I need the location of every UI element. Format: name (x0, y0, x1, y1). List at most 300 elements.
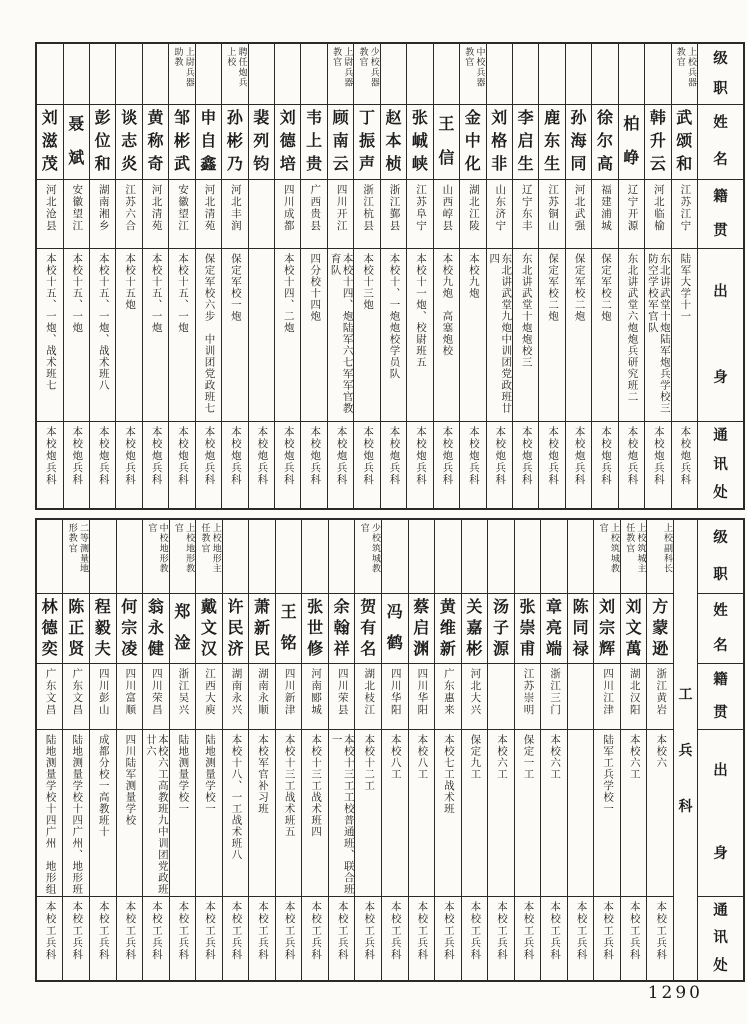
rank-cell (513, 44, 538, 105)
name-char: 位 (94, 132, 111, 150)
background-text: 保定军校一炮 (229, 253, 241, 322)
contact-cell (37, 422, 62, 508)
name-char: 文 (200, 619, 217, 637)
origin-cell (170, 664, 196, 730)
person-column (301, 520, 328, 980)
person-column (195, 44, 221, 508)
rank-text: 少校筑城教官 (359, 523, 381, 574)
background-cell (355, 730, 381, 897)
contact-cell (515, 897, 541, 980)
contact-cell (64, 422, 89, 508)
origin-text: 湖南永顺 (257, 668, 269, 716)
name-char: 永 (147, 619, 164, 637)
name-char: 茂 (41, 155, 58, 173)
origin-text: 福建浦城 (600, 184, 611, 232)
rank-cell (329, 520, 355, 594)
origin-cell (566, 180, 591, 249)
name-char: 南 (332, 132, 349, 150)
contact-cell (592, 422, 617, 508)
name-char: 武 (676, 110, 693, 128)
name-char: 格 (491, 132, 508, 150)
contact-text: 本校工兵科 (549, 901, 561, 961)
background-text: 本校十一炮、校尉班五 (414, 253, 426, 368)
name-char: 彭 (94, 110, 111, 128)
contact-cell (143, 897, 169, 980)
name-char: 济 (227, 640, 244, 658)
name-char: 萧 (254, 598, 271, 616)
name-char: 张 (411, 110, 428, 128)
background-text: 本校九炮 高塞炮校 (441, 253, 453, 357)
origin-text: 浙江杭县 (362, 184, 374, 232)
rank-cell (222, 44, 247, 105)
header-rank-label (698, 44, 743, 105)
contact-cell (275, 422, 300, 508)
rank-cell (647, 520, 673, 594)
rank-text: 上校地形教官 (173, 523, 196, 574)
name-char: 非 (491, 155, 508, 173)
person-column (461, 520, 488, 980)
header-label-char: 讯 (713, 456, 728, 473)
rank-cell (460, 44, 485, 105)
person-column (380, 44, 406, 508)
person-column (221, 44, 247, 508)
origin-text: 浙江三门 (549, 668, 561, 716)
background-text: 保定九工 (469, 734, 481, 780)
background-text: 本校十五、一炮 (150, 253, 162, 334)
name-char: 和 (94, 155, 111, 173)
contact-cell (566, 422, 591, 508)
origin-text: 辽宁开源 (626, 184, 638, 232)
name-char: 海 (570, 132, 587, 150)
name-cell (488, 594, 514, 664)
name-cell (223, 594, 249, 664)
name-char: 桢 (385, 155, 402, 173)
rank-cell (302, 520, 328, 594)
origin-cell (117, 664, 143, 730)
contact-text: 本校工兵科 (442, 901, 454, 961)
name-char: 甫 (519, 640, 536, 658)
origin-cell (223, 664, 249, 730)
background-text: 陆地测量学校一 (177, 734, 189, 815)
origin-cell (143, 180, 168, 249)
name-cell (355, 594, 381, 664)
rank-cell (249, 520, 275, 594)
name-cell (196, 594, 222, 664)
person-column (354, 520, 381, 980)
rank-text: 上校筑城主任教官 (625, 523, 647, 574)
contact-text: 本校工兵科 (257, 901, 269, 961)
rank-text: 中校兵器教官 (464, 47, 486, 88)
background-text: 陆军工兵学校一 (602, 734, 614, 815)
name-char: 刘 (599, 598, 616, 616)
name-char: 健 (147, 640, 164, 658)
origin-cell (645, 180, 670, 249)
header-origin-label (698, 180, 743, 249)
name-char: 余 (333, 598, 350, 616)
name-char: 方 (652, 598, 669, 616)
name-cell (249, 594, 275, 664)
background-cell (592, 249, 617, 422)
name-cell (621, 594, 647, 664)
background-text: 本校十五、一炮、战术班八 (97, 253, 109, 391)
origin-cell (196, 180, 221, 249)
contact-text: 本校炮兵科 (97, 426, 109, 486)
name-char: 刘 (279, 110, 296, 128)
contact-text: 本校炮兵科 (309, 426, 321, 486)
name-char: 子 (492, 619, 509, 637)
origin-text: 四川成都 (282, 184, 294, 232)
contact-cell (169, 422, 194, 508)
rank-text: 少校兵器教官 (358, 47, 380, 88)
origin-text: 河北丰润 (229, 184, 241, 232)
contact-cell (223, 897, 249, 980)
contact-cell (354, 422, 379, 508)
rank-cell (196, 44, 221, 105)
header-column (697, 44, 743, 508)
background-cell (116, 249, 141, 422)
name-char: 武 (173, 155, 190, 173)
name-char: 王 (280, 603, 297, 621)
rank-cell (566, 44, 591, 105)
origin-cell (647, 664, 673, 730)
name-cell (619, 105, 644, 180)
name-char: 关 (466, 598, 483, 616)
origin-cell (462, 664, 488, 730)
name-cell (90, 594, 116, 664)
background-cell (302, 730, 328, 897)
origin-cell (354, 180, 379, 249)
origin-text: 浙江黄岩 (655, 668, 667, 716)
name-char: 冯 (386, 603, 403, 621)
background-text: 东北讲武堂十炮炮校三 (520, 253, 532, 368)
name-char: 启 (517, 132, 534, 150)
name-char: 和 (676, 155, 693, 173)
contact-text: 本校工兵科 (416, 901, 428, 961)
origin-cell (434, 180, 459, 249)
rank-cell (594, 520, 620, 594)
background-cell (647, 730, 673, 897)
person-column (406, 44, 432, 508)
name-char: 名 (360, 640, 377, 658)
background-text: 成都分校一高教班十 (97, 734, 109, 838)
contact-cell (621, 897, 647, 980)
name-char: 聂 (68, 116, 85, 133)
name-char: 赵 (385, 110, 402, 128)
rank-text: 上校地形主任教官 (200, 523, 222, 574)
person-column (37, 44, 62, 508)
rank-cell (63, 520, 89, 594)
header-label-char: 处 (713, 957, 728, 974)
background-cell (196, 249, 221, 422)
person-column (195, 520, 222, 980)
background-cell (329, 730, 355, 897)
name-cell (37, 105, 62, 180)
person-column (142, 44, 168, 508)
rank-cell (328, 44, 353, 105)
rank-cell (37, 520, 63, 594)
origin-cell (90, 664, 116, 730)
background-text: 本校七工战术班 (442, 734, 454, 815)
origin-cell (328, 180, 353, 249)
background-cell (541, 730, 567, 897)
origin-cell (435, 664, 461, 730)
background-cell (64, 249, 89, 422)
name-cell (460, 105, 485, 180)
name-char: 蔡 (413, 598, 430, 616)
background-text: 本校军官补习班 (257, 734, 269, 815)
name-char: 生 (544, 155, 561, 173)
origin-text: 广东文昌 (44, 668, 56, 716)
name-cell (276, 594, 302, 664)
origin-text: 湖北枝江 (363, 668, 375, 716)
header-label-char: 出 (713, 763, 728, 780)
origin-cell (407, 180, 432, 249)
rank-text: 上校兵器教官 (675, 47, 697, 88)
name-char: 孙 (226, 110, 243, 128)
contact-cell (143, 422, 168, 508)
rank-cell (355, 520, 381, 594)
name-char: 辉 (599, 640, 616, 658)
name-char: 彬 (173, 132, 190, 150)
contact-text: 本校工兵科 (230, 901, 242, 961)
contact-text: 本校炮兵科 (124, 426, 136, 486)
background-cell (249, 249, 274, 422)
name-char: 源 (492, 640, 509, 658)
contact-cell (434, 422, 459, 508)
contact-text: 本校工兵科 (522, 901, 534, 961)
background-cell (196, 730, 222, 897)
origin-text: 河北临榆 (652, 184, 664, 232)
background-text: 本校十二工 (363, 734, 375, 792)
origin-cell (619, 180, 644, 249)
contact-text: 本校炮兵科 (626, 426, 638, 486)
name-char: 文 (625, 619, 642, 637)
header-label-char: 身 (713, 846, 728, 863)
name-char: 新 (439, 640, 456, 658)
background-text: 本校十五、一炮、战术班七 (44, 253, 56, 391)
background-cell (672, 249, 697, 422)
origin-cell (302, 664, 328, 730)
name-char: 谈 (121, 110, 138, 128)
origin-text: 湖北江陵 (467, 184, 479, 232)
contact-cell (409, 897, 435, 980)
name-char: 韩 (649, 110, 666, 128)
contact-text: 本校工兵科 (97, 901, 109, 961)
name-char: 云 (332, 155, 349, 173)
person-column (538, 44, 564, 508)
contact-text: 本校炮兵科 (547, 426, 559, 486)
contact-cell (382, 897, 408, 980)
name-char: 李 (517, 110, 534, 128)
background-cell (566, 249, 591, 422)
name-char: 夫 (94, 640, 111, 658)
name-char: 陈 (572, 598, 589, 616)
contact-text: 本校工兵科 (602, 901, 614, 961)
person-column (434, 520, 461, 980)
origin-text: 河北沧县 (44, 184, 56, 232)
engineering-roster-table (35, 518, 745, 982)
name-char: 东 (544, 132, 561, 150)
section-label-char: 工 (678, 688, 693, 703)
name-char: 正 (68, 619, 85, 637)
origin-text: 湖南湘乡 (97, 184, 109, 232)
name-char: 张 (519, 598, 536, 616)
origin-cell (568, 664, 594, 730)
person-column (274, 44, 300, 508)
contact-text: 本校炮兵科 (414, 426, 426, 486)
person-column (487, 520, 514, 980)
name-char: 滋 (41, 132, 58, 150)
person-column (381, 520, 408, 980)
header-name-label (698, 105, 743, 180)
origin-text: 江苏六合 (124, 184, 136, 232)
rank-cell (143, 44, 168, 105)
contact-text: 本校炮兵科 (679, 426, 691, 486)
contact-cell (329, 897, 355, 980)
header-background-label (698, 730, 743, 897)
header-label-char: 级 (713, 530, 728, 546)
rank-cell (672, 44, 697, 105)
origin-cell (169, 180, 194, 249)
name-cell (513, 105, 538, 180)
background-text: 本校十三炮 (362, 253, 374, 311)
background-cell (301, 249, 326, 422)
origin-text: 广西贵县 (309, 184, 321, 232)
rank-cell (170, 520, 196, 594)
origin-text: 山西崞县 (441, 184, 453, 232)
name-cell (64, 105, 89, 180)
rank-cell (249, 44, 274, 105)
contact-cell (170, 897, 196, 980)
contact-text: 本校炮兵科 (150, 426, 162, 486)
contact-cell (196, 422, 221, 508)
name-char: 章 (546, 598, 563, 616)
origin-cell (592, 180, 617, 249)
origin-cell (672, 180, 697, 249)
person-column (63, 44, 89, 508)
background-cell (381, 249, 406, 422)
name-char: 蒙 (652, 619, 669, 637)
background-cell (594, 730, 620, 897)
background-cell (407, 249, 432, 422)
contact-text: 本校炮兵科 (203, 426, 215, 486)
name-char: 陈 (68, 598, 85, 616)
background-text: 本校十五、一炮 (71, 253, 83, 334)
origin-cell (64, 180, 89, 249)
name-char: 称 (147, 132, 164, 150)
contact-text: 本校炮兵科 (362, 426, 374, 486)
contact-text: 本校炮兵科 (520, 426, 532, 486)
contact-cell (249, 422, 274, 508)
person-column (168, 44, 194, 508)
background-text: 本校六工高教班九中训团党政班廿六 (144, 734, 168, 895)
name-char: 升 (649, 132, 666, 150)
name-char: 新 (254, 619, 271, 637)
contact-text: 本校炮兵科 (600, 426, 611, 486)
name-char: 炎 (121, 155, 138, 173)
name-char: 化 (464, 155, 481, 173)
background-text: 本校十三工战术班五 (283, 734, 295, 838)
contact-text: 本校炮兵科 (335, 426, 347, 486)
name-char: 尔 (596, 132, 613, 150)
background-cell (409, 730, 435, 897)
contact-text: 本校工兵科 (150, 901, 162, 961)
name-cell (222, 105, 247, 180)
contact-cell (249, 897, 275, 980)
name-char: 民 (227, 619, 244, 637)
header-contact-label (698, 897, 743, 980)
person-column (248, 520, 275, 980)
background-cell (621, 730, 647, 897)
rank-cell (143, 520, 169, 594)
background-text: 本校九炮 (467, 253, 479, 299)
name-char: 金 (464, 110, 481, 128)
origin-text: 四川新津 (283, 668, 295, 716)
contact-text: 本校工兵科 (44, 901, 56, 961)
header-label-char: 通 (713, 428, 728, 445)
origin-text: 江苏铜山 (547, 184, 559, 232)
name-char: 奇 (147, 155, 164, 173)
contact-cell (90, 897, 116, 980)
name-cell (462, 594, 488, 664)
background-cell (90, 249, 115, 422)
name-char: 逊 (652, 640, 669, 658)
origin-cell (515, 664, 541, 730)
contact-text: 本校炮兵科 (256, 426, 268, 486)
name-char: 王 (438, 116, 455, 133)
origin-text: 浙江吴兴 (177, 668, 189, 716)
header-label-char: 姓 (713, 603, 728, 619)
background-cell (328, 249, 353, 422)
origin-text: 江西大庾 (203, 668, 215, 716)
origin-cell (381, 180, 406, 249)
contact-text: 本校炮兵科 (282, 426, 294, 486)
name-char: 振 (359, 132, 376, 150)
background-cell (90, 730, 116, 897)
background-text: 陆地测量学校十四广州 地形组 (44, 734, 56, 895)
contact-cell (222, 422, 247, 508)
name-char: 刘 (625, 598, 642, 616)
origin-cell (249, 664, 275, 730)
name-char: 戴 (200, 598, 217, 616)
name-char: 汉 (200, 640, 217, 658)
name-char: 郑 (174, 603, 191, 621)
background-cell (488, 730, 514, 897)
contact-cell (301, 422, 326, 508)
name-char: 奕 (41, 640, 58, 658)
background-cell (539, 249, 564, 422)
person-column (89, 520, 116, 980)
contact-text: 本校工兵科 (177, 901, 189, 961)
background-cell (169, 249, 194, 422)
header-label-char: 姓 (713, 115, 728, 132)
name-char: 刘 (491, 110, 508, 128)
background-text: 本校十八、一工战术班八 (230, 734, 242, 861)
header-contact-label (698, 422, 743, 508)
background-text: 本校十四、二炮 (282, 253, 294, 334)
background-text: 陆地测量学校一 (203, 734, 215, 815)
origin-cell (249, 180, 274, 249)
name-char: 铭 (280, 635, 297, 653)
header-origin-label (698, 664, 743, 730)
name-cell (487, 105, 512, 180)
origin-cell (63, 664, 89, 730)
name-char: 启 (413, 619, 430, 637)
origin-text: 广东惠来 (442, 668, 454, 716)
origin-text: 安徽望江 (177, 184, 188, 232)
header-rank-label (698, 520, 743, 594)
person-column (116, 520, 143, 980)
